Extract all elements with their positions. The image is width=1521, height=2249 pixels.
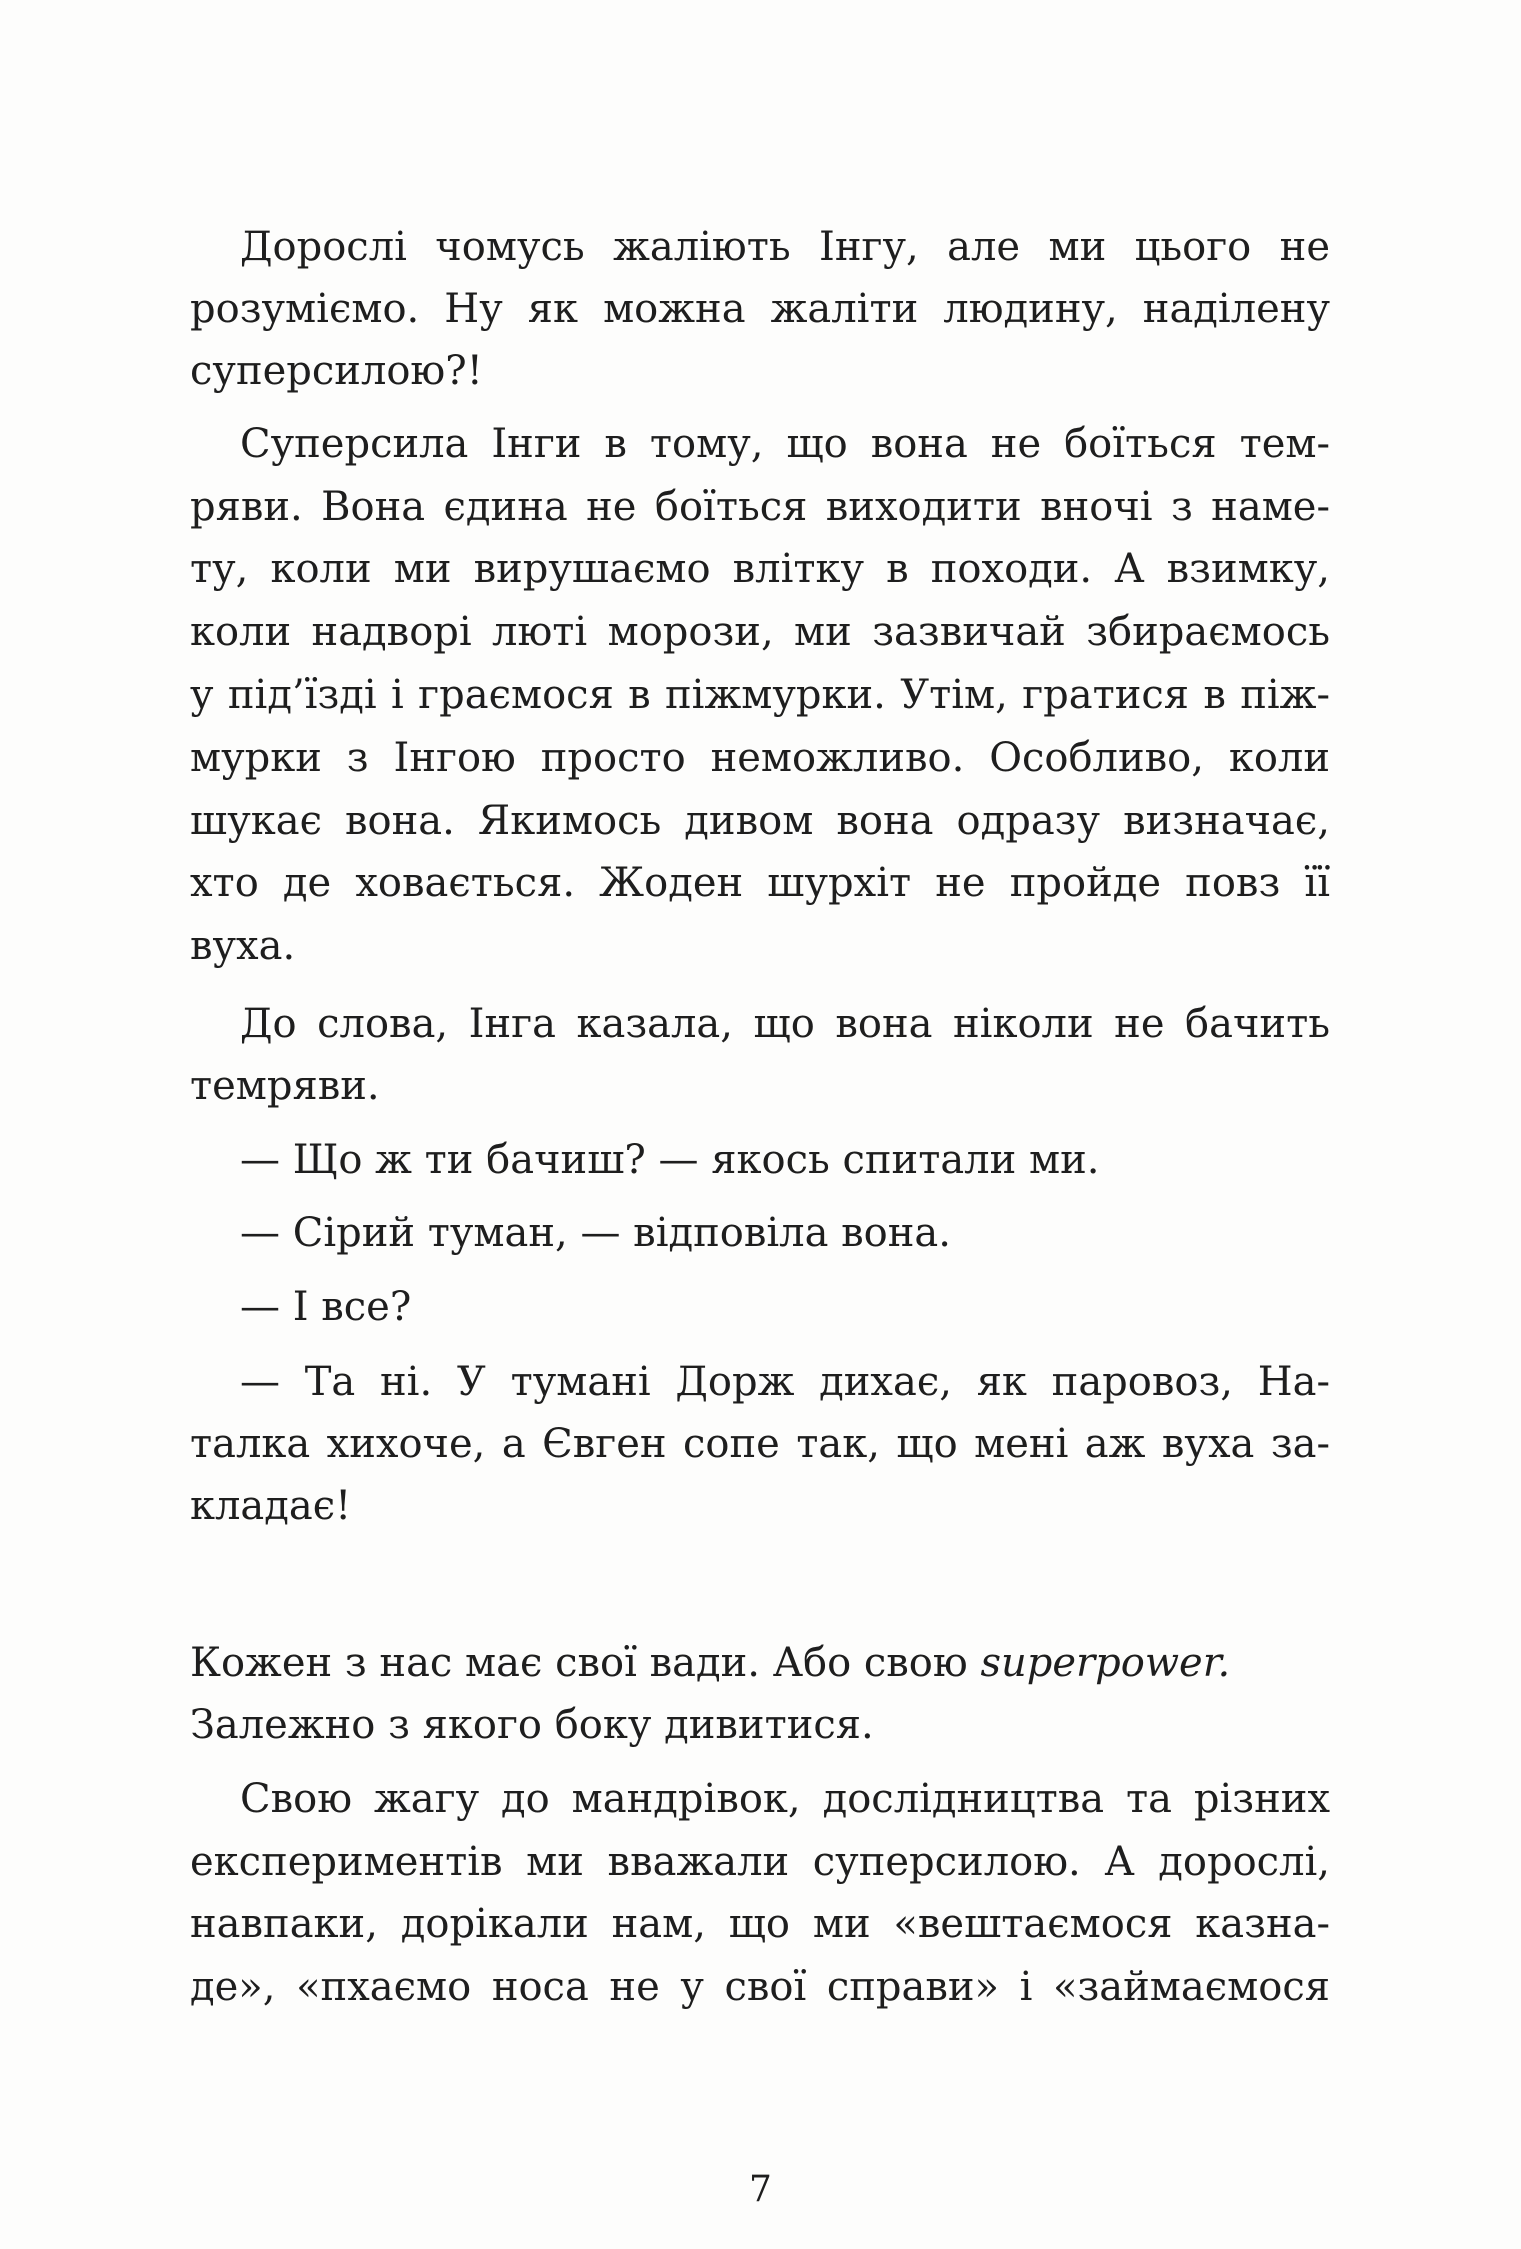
- dialogue-line: — І все?: [240, 1284, 412, 1330]
- text-line: [190, 1640, 1330, 1686]
- text-line: талка хихоче, а Євген сопе так, що мені аж вуха за-: [190, 1421, 1330, 1467]
- text-line: шукає вона. Якимось дивом вона одразу визначає,: [190, 798, 1330, 844]
- dialogue-line: — Сірий туман, — відповіла вона.: [240, 1210, 951, 1256]
- text-span: Кожен з нас має свої вади. Або свою: [190, 1640, 968, 1686]
- text-line: темряви.: [190, 1063, 380, 1109]
- italic-word: superpower.: [980, 1640, 1231, 1686]
- text-line: хто де ховається. Жоден шурхіт не пройде повз її: [190, 860, 1330, 906]
- text-line: коли надворі люті морози, ми зазвичай збираємось: [190, 609, 1330, 655]
- dialogue-line: — Та ні. У тумані Дорж дихає, як паровоз, На-: [240, 1359, 1330, 1405]
- text-line: ту, коли ми вирушаємо влітку в походи. А взимку,: [190, 546, 1330, 592]
- text-line: Свою жагу до мандрівок, дослідництва та різних: [240, 1776, 1330, 1822]
- text-line: вуха.: [190, 923, 296, 969]
- text-line: у під’їзді і граємося в піжмурки. Утім, гратися в піж-: [190, 672, 1330, 718]
- text-line: де», «пхаємо носа не у свої справи» і «займаємося: [190, 1964, 1330, 2010]
- page-number: 7: [749, 2169, 772, 2210]
- dialogue-line: — Що ж ти бачиш? — якось спитали ми.: [240, 1137, 1100, 1183]
- text-line: суперсилою?!: [190, 348, 483, 394]
- text-line: кладає!: [190, 1483, 352, 1529]
- text-line: навпаки, дорікали нам, що ми «вештаємося казна-: [190, 1901, 1330, 1947]
- text-line: Дорослі чомусь жаліють Інгу, але ми цього не: [240, 224, 1330, 270]
- text-line: експериментів ми вважали суперсилою. А дорослі,: [190, 1839, 1330, 1885]
- text-line: розуміємо. Ну як можна жаліти людину, наділену: [190, 286, 1330, 332]
- text-line: мурки з Інгою просто неможливо. Особливо, коли: [190, 735, 1330, 781]
- text-line: До слова, Інга казала, що вона ніколи не бачить: [240, 1001, 1330, 1047]
- text-line: Залежно з якого боку дивитися.: [190, 1702, 874, 1748]
- text-line: Суперсила Інги в тому, що вона не боїться тем-: [240, 421, 1330, 467]
- text-line: ряви. Вона єдина не боїться виходити вночі з наме-: [190, 484, 1330, 530]
